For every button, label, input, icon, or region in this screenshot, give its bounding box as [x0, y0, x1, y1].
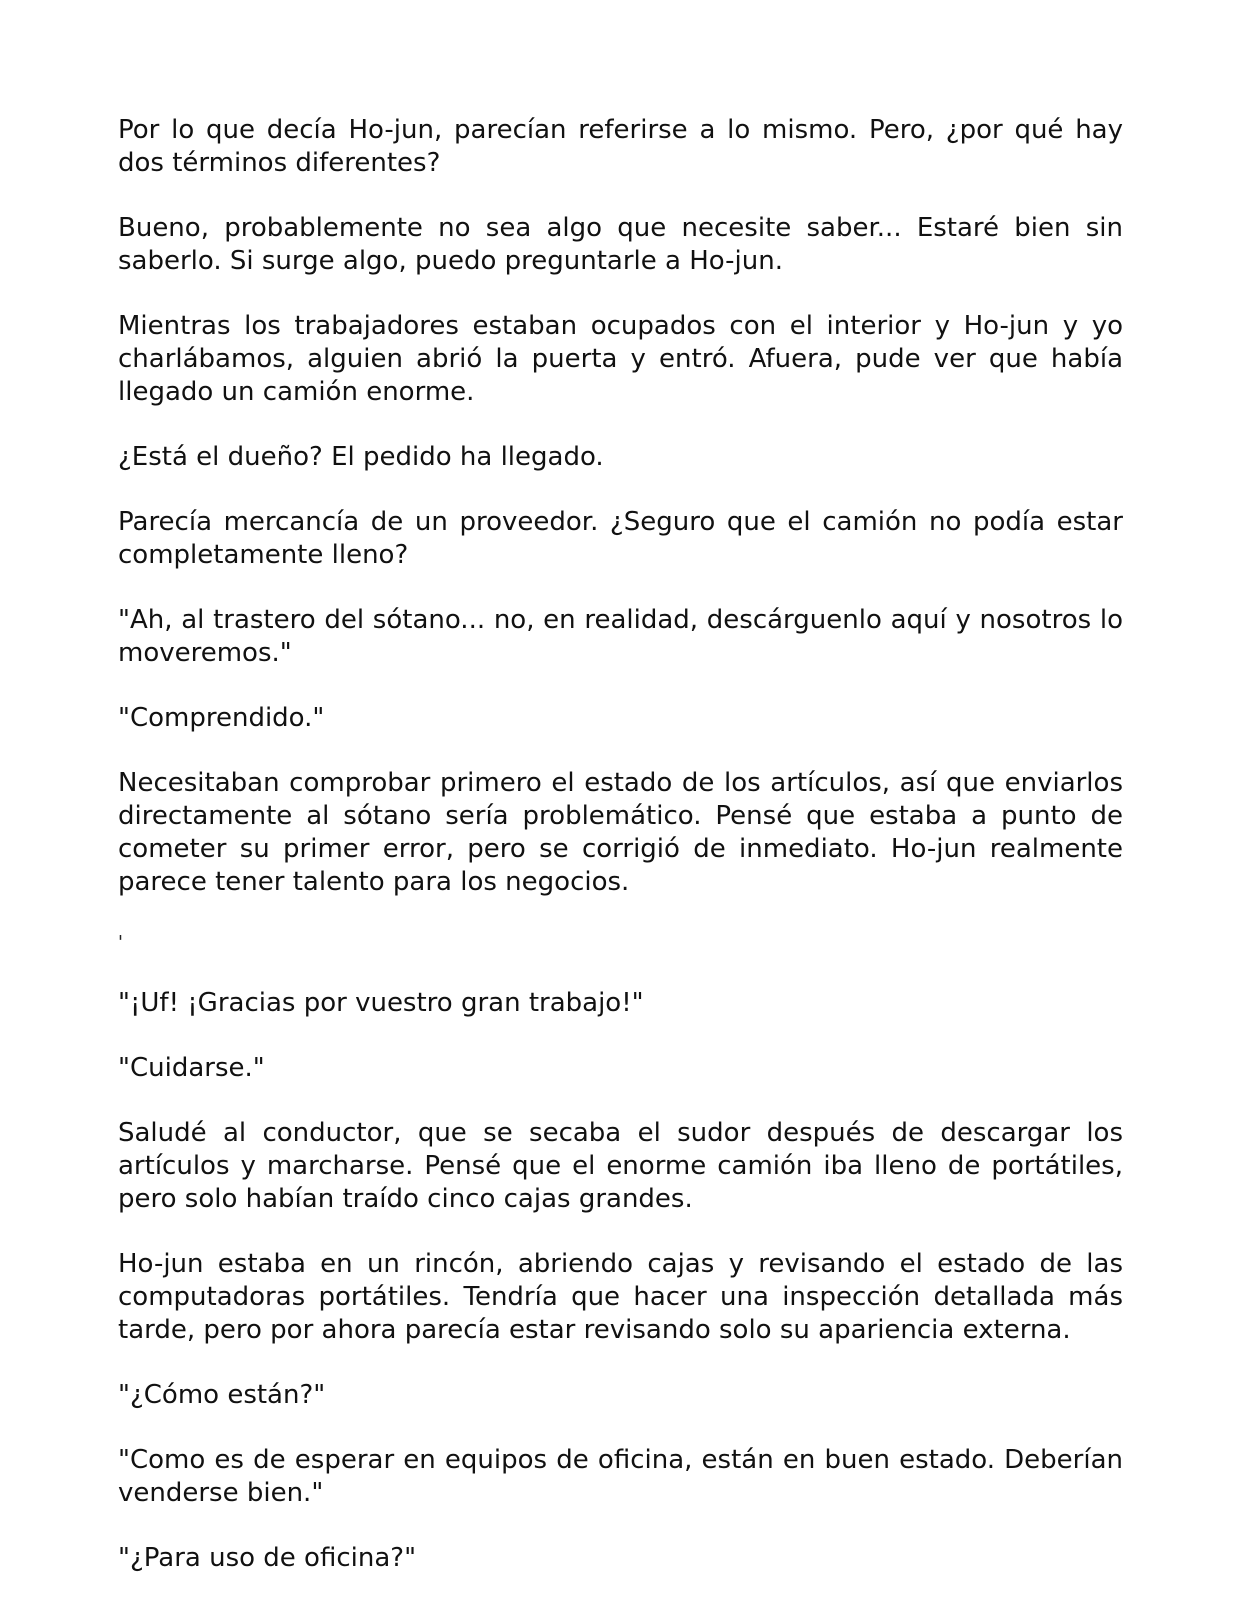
paragraph: Ho-jun estaba en un rincón, abriendo cajas y revisando el estado de las computadoras portátiles. Tendría que hacer una inspección detallada más tarde, pero por ahora parecía estar revisando solo su apariencia externa. [118, 1249, 1123, 1345]
paragraph: Parecía mercancía de un proveedor. ¿Seguro que el camión no podía estar completamente lleno? [118, 507, 1123, 570]
text-body [118, 114, 1123, 1607]
paragraph: Bueno, probablemente no sea algo que necesite saber... Estaré bien sin saberlo. Si surge algo, puedo preguntarle a Ho-jun. [118, 213, 1123, 276]
stray-apostrophe: ' [118, 932, 123, 953]
paragraph: "Comprendido." [118, 703, 325, 733]
paragraph: "Ah, al trastero del sótano... no, en realidad, descárguenlo aquí y nosotros lo moveremos." [118, 605, 1123, 668]
paragraph: "¡Uf! ¡Gracias por vuestro gran trabajo!" [118, 988, 644, 1018]
paragraph: "¿Cómo están?" [118, 1380, 326, 1410]
paragraph: "¿Para uso de oficina?" [118, 1543, 417, 1573]
paragraph: Saludé al conductor, que se secaba el sudor después de descargar los artículos y marcharse. Pensé que el enorme camión iba lleno de portátiles, pero solo habían traído cinco cajas grandes. [118, 1118, 1123, 1214]
paragraph: Por lo que decía Ho-jun, parecían referirse a lo mismo. Pero, ¿por qué hay dos términos diferentes? [118, 115, 1123, 178]
paragraph: "Como es de esperar en equipos de oficina, están en buen estado. Deberían venderse bien." [118, 1445, 1123, 1508]
paragraph: Necesitaban comprobar primero el estado de los artículos, así que enviarlos directamente al sótano sería problemático. Pensé que estaba a punto de cometer su primer error, pero se corrigió de inmediato. Ho-jun realmente parece tener talento para los negocios. [118, 768, 1123, 897]
paragraph: ¿Está el dueño? El pedido ha llegado. [118, 442, 604, 472]
paragraph: Mientras los trabajadores estaban ocupados con el interior y Ho-jun y yo charlábamos, alguien abrió la puerta y entró. Afuera, pude ver que había llegado un camión enorme. [118, 311, 1123, 407]
paragraph: "Cuidarse." [118, 1053, 265, 1083]
